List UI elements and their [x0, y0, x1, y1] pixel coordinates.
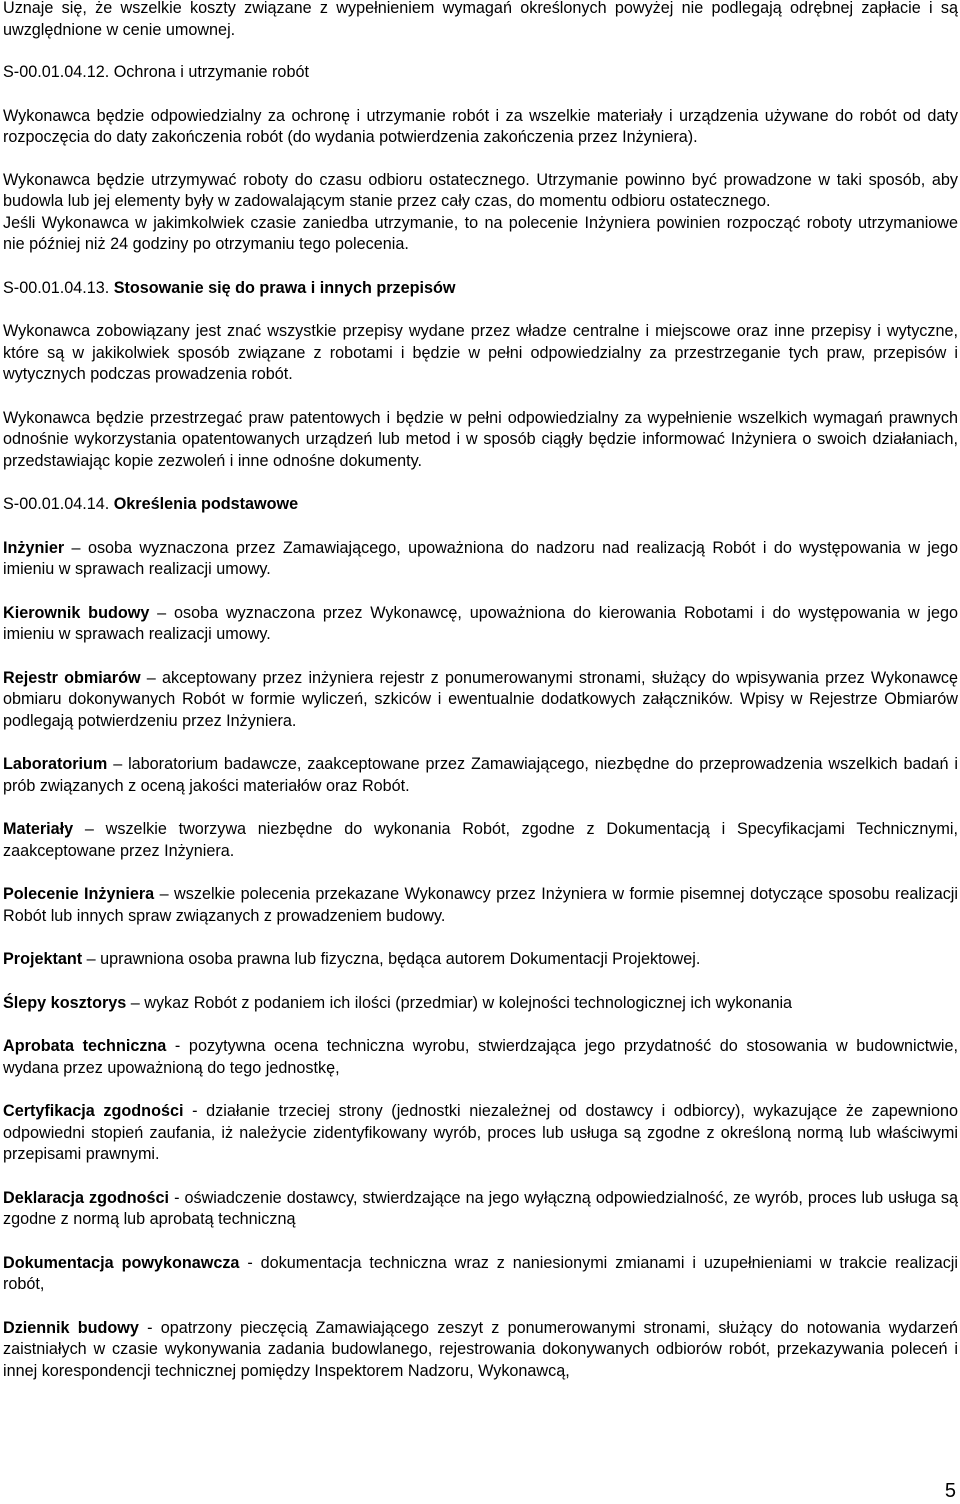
- section-12-paragraph-1: Wykonawca będzie odpowiedzialny za ochronę i utrzymanie robót i za wszelkie materiały i urządzenia używane do robót od daty rozpoczęcia do daty zakończenia robót (do wydania potwierdzenia zakończenia przez Inżyniera).: [3, 106, 958, 146]
- section-14-heading: [3, 494, 958, 516]
- definitions-list: [3, 538, 958, 1383]
- section-13-title: Stosowanie się do prawa i innych przepisów: [113, 278, 456, 297]
- section-12-paragraph-3: Jeśli Wykonawca w jakimkolwiek czasie zaniedba utrzymanie, to na polecenie Inżyniera powinien rozpocząć roboty utrzymaniowe nie później niż 24 godziny po otrzymaniu tego polecenia.: [3, 213, 958, 253]
- definition-item: [3, 603, 958, 646]
- definition-text: - pozytywna ocena techniczna wyrobu, stwierdzająca jego przydatność do stosowania w budownictwie, wydana przez upoważnioną do tego jednostkę,: [3, 1037, 958, 1077]
- definition-item: [3, 949, 958, 971]
- definition-term: Ślepy kosztorys: [3, 993, 127, 1012]
- definition-term: Materiały: [3, 820, 74, 838]
- section-12-title: Ochrona i utrzymanie robót: [113, 63, 309, 81]
- definition-text: – uprawniona osoba prawna lub fizyczna, będąca autorem Dokumentacji Projektowej.: [82, 950, 701, 968]
- definition-item: [3, 1318, 958, 1383]
- definition-item: [3, 1253, 958, 1296]
- definition-text: – akceptowany przez inżyniera rejestr z ponumerowanymi stronami, służący do wpisywania przez Wykonawcę obmiaru dokonywanych Robót w formie wyliczeń, szkiców i ewentualnie dodatkowych załączników. Wpisy w Rejestrze Obmiarów podlegają potwierdzeniu przez Inżyniera.: [3, 668, 958, 730]
- definition-item: [3, 668, 958, 733]
- definition-text: – osoba wyznaczona przez Zamawiającego, upoważniona do nadzoru nad realizacją Robót i do występowania w jego imieniu w sprawach realizacji umowy.: [3, 538, 958, 578]
- definition-term: Dziennik budowy: [3, 1318, 139, 1337]
- section-12-paragraph-2: Wykonawca będzie utrzymywać roboty do czasu odbioru ostatecznego. Utrzymanie powinno być prowadzone w taki sposób, aby budowla lub jej elementy były w zadowalającym stanie przez cały czas, do momentu odbioru ostatecznego.: [3, 170, 958, 210]
- definition-item: [3, 1036, 958, 1079]
- section-12-heading: [3, 62, 958, 84]
- definition-item: [3, 819, 958, 862]
- section-14-title: Określenia podstawowe: [113, 495, 299, 513]
- page-number: 5: [944, 1480, 956, 1502]
- definition-term: Dokumentacja powykonawcza: [3, 1253, 240, 1272]
- definition-text: – wszelkie tworzywa niezbędne do wykonania Robót, zgodne z Dokumentacją i Specyfikacjami Technicznymi, zaakceptowane przez Inżyniera.: [3, 820, 958, 860]
- definition-term: Certyfikacja zgodności: [3, 1102, 184, 1120]
- definition-item: [3, 993, 958, 1015]
- section-13-paragraph-1: Wykonawca zobowiązany jest znać wszystkie przepisy wydane przez władze centralne i miejscowe oraz inne przepisy i wytyczne, które są w jakikolwiek sposób związane z robotami i będzie w pełni odpowiedzialny za przestrzeganie tych praw, przepisów i wytycznych podczas prowadzenia robót.: [3, 322, 958, 383]
- definition-text: – osoba wyznaczona przez Wykonawcę, upoważniona do kierowania Robotami i do występowania w jego imieniu w sprawach realizacji umowy.: [3, 603, 958, 643]
- definition-text: – wszelkie polecenia przekazane Wykonawcy przez Inżyniera w formie pisemnej dotyczące sposobu realizacji Robót lub innych spraw związanych z prowadzeniem budowy.: [3, 885, 958, 925]
- definition-term: Polecenie Inżyniera: [3, 885, 155, 903]
- definition-term: Kierownik budowy: [3, 603, 150, 622]
- definition-text: – laboratorium badawcze, zaakceptowane przez Zamawiającego, niezbędne do przeprowadzenia wszelkich badań i prób związanych z oceną jakości materiałów oraz Robót.: [3, 755, 958, 795]
- definition-item: [3, 754, 958, 797]
- definition-term: Aprobata techniczna: [3, 1037, 167, 1055]
- section-14-code: S-00.01.04.14.: [3, 495, 110, 513]
- definition-text: - oświadczenie dostawcy, stwierdzające na jego wyłączną odpowiedzialność, ze wyrób, proces lub usługa są zgodne z normą lub aprobatą techniczną: [3, 1188, 958, 1228]
- definition-term: Deklaracja zgodności: [3, 1188, 170, 1207]
- definition-text: - opatrzony pieczęcią Zamawiającego zeszyt z ponumerowanymi stronami, służący do notowania wydarzeń zaistniałych w czasie wykonywania zadania budowlanego, rejestrowania dokonywanych odbiorów robót, przekazywania poleceń i innej korespondencji technicznej pomiędzy Inspektorem Nadzoru, Wykonawcą,: [3, 1318, 958, 1380]
- definition-item: [3, 884, 958, 927]
- definition-term: Rejestr obmiarów: [3, 668, 141, 687]
- section-12-code: S-00.01.04.12.: [3, 63, 110, 81]
- section-13-paragraph-2: Wykonawca będzie przestrzegać praw patentowych i będzie w pełni odpowiedzialny za wypełnienie wszelkich wymagań prawnych odnośnie wykorzystania opatentowanych urządzeń lub metod i w sposób ciągły będzie informować Inżyniera o swoich działaniach, przedstawiając kopie zezwoleń i inne odnośne dokumenty.: [3, 408, 958, 470]
- definition-item: [3, 1101, 958, 1166]
- definition-term: Inżynier: [3, 538, 65, 557]
- definition-item: [3, 1188, 958, 1231]
- definition-item: [3, 538, 958, 581]
- definition-text: - działanie trzeciej strony (jednostki niezależnej od dostawcy i odbiorcy), wykazujące że zapewniono odpowiedni stopień zaufania, iż należycie zidentyfikowany wyrób, proces lub usługa są zgodne z określoną normą lub właściwymi przepisami prawnymi.: [3, 1102, 958, 1163]
- definition-term: Laboratorium: [3, 755, 108, 773]
- section-13-heading: [3, 278, 958, 300]
- definition-text: - dokumentacja techniczna wraz z naniesionymi zmianami i uzupełnieniami w trakcie realizacji robót,: [3, 1253, 958, 1293]
- section-13-code: S-00.01.04.13.: [3, 278, 110, 297]
- definition-term: Projektant: [3, 950, 83, 968]
- intro-paragraph: Uznaje się, że wszelkie koszty związane z wypełnieniem wymagań określonych powyżej nie podlegają odrębnej zapłacie i są uwzględnione w cenie umownej.: [3, 0, 958, 39]
- document-page: [3, 0, 958, 1404]
- definition-text: – wykaz Robót z podaniem ich ilości (przedmiar) w kolejności technologicznej ich wykonania: [126, 993, 793, 1012]
